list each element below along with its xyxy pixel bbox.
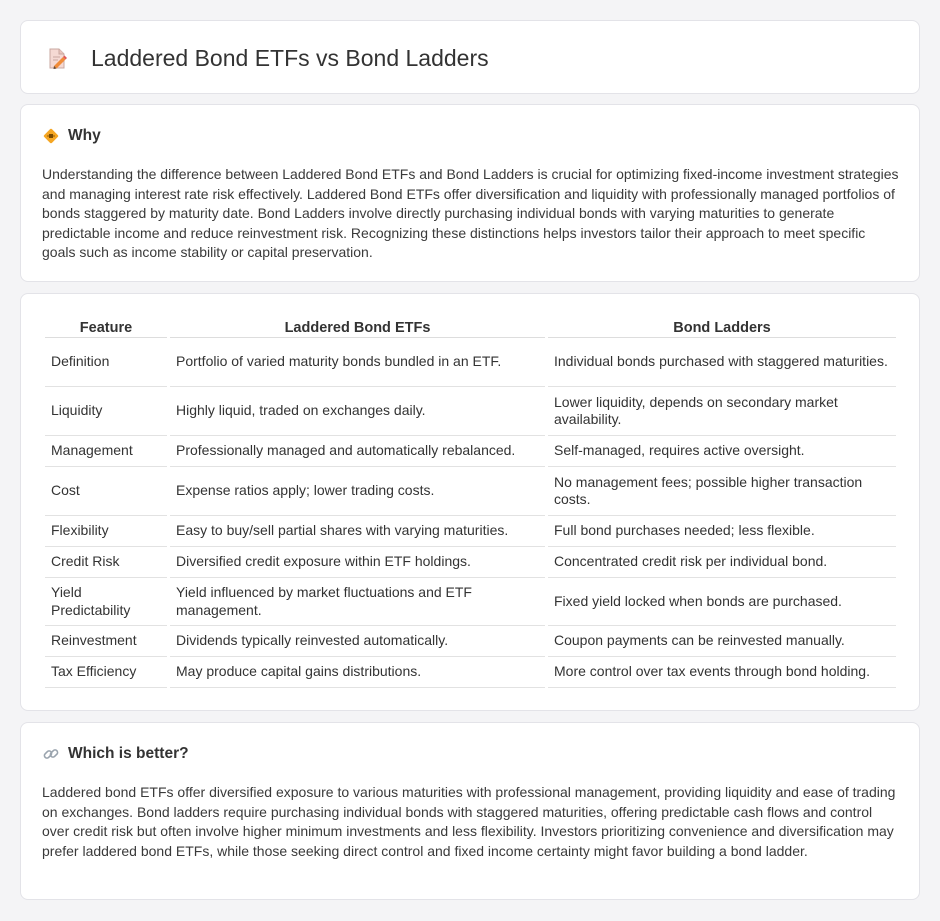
table-row xyxy=(45,338,896,387)
table-row xyxy=(45,657,896,688)
table-row xyxy=(45,547,896,578)
comparison-section xyxy=(20,293,920,711)
better-heading: Which is better? xyxy=(68,745,189,762)
feature-cell: Tax Efficiency xyxy=(45,657,167,688)
why-header xyxy=(42,127,101,145)
table-row xyxy=(45,578,896,626)
feature-cell: Liquidity xyxy=(45,387,167,436)
document-pencil-icon xyxy=(45,47,69,71)
etf-cell: May produce capital gains distributions. xyxy=(170,657,545,688)
header-laddered-bond-etfs: Laddered Bond ETFs xyxy=(170,315,545,338)
comparison-table xyxy=(42,315,899,688)
table-row xyxy=(45,436,896,467)
ladder-cell: Full bond purchases needed; less flexible. xyxy=(548,516,896,547)
ladder-cell: No management fees; possible higher transaction costs. xyxy=(548,467,896,516)
ladder-cell: Individual bonds purchased with staggered maturities. xyxy=(548,338,896,387)
title-card xyxy=(20,20,920,94)
etf-cell: Dividends typically reinvested automatically. xyxy=(170,626,545,657)
page-title: Laddered Bond ETFs vs Bond Ladders xyxy=(91,45,489,71)
table-row xyxy=(45,516,896,547)
table-header-row xyxy=(45,315,896,338)
table-row xyxy=(45,387,896,436)
title-row xyxy=(45,45,489,72)
ladder-cell: Lower liquidity, depends on secondary market availability. xyxy=(548,387,896,436)
etf-cell: Diversified credit exposure within ETF holdings. xyxy=(170,547,545,578)
feature-cell: Flexibility xyxy=(45,516,167,547)
etf-cell: Portfolio of varied maturity bonds bundled in an ETF. xyxy=(170,338,545,387)
feature-cell: Management xyxy=(45,436,167,467)
ladder-cell: More control over tax events through bond holding. xyxy=(548,657,896,688)
why-section xyxy=(20,104,920,282)
table-row xyxy=(45,467,896,516)
better-header xyxy=(42,745,189,763)
etf-cell: Highly liquid, traded on exchanges daily. xyxy=(170,387,545,436)
feature-cell: Definition xyxy=(45,338,167,387)
etf-cell: Yield influenced by market fluctuations and ETF management. xyxy=(170,578,545,626)
feature-cell: Credit Risk xyxy=(45,547,167,578)
ladder-cell: Fixed yield locked when bonds are purchased. xyxy=(548,578,896,626)
which-is-better-section xyxy=(20,722,920,900)
why-heading: Why xyxy=(68,127,101,144)
feature-cell: Reinvestment xyxy=(45,626,167,657)
header-bond-ladders: Bond Ladders xyxy=(548,315,896,338)
link-icon xyxy=(42,745,60,763)
etf-cell: Professionally managed and automatically rebalanced. xyxy=(170,436,545,467)
etf-cell: Easy to buy/sell partial shares with varying maturities. xyxy=(170,516,545,547)
feature-cell: Cost xyxy=(45,467,167,516)
feature-cell: Yield Predictability xyxy=(45,578,167,626)
etf-cell: Expense ratios apply; lower trading costs. xyxy=(170,467,545,516)
ladder-cell: Self-managed, requires active oversight. xyxy=(548,436,896,467)
ladder-cell: Concentrated credit risk per individual bond. xyxy=(548,547,896,578)
ladder-cell: Coupon payments can be reinvested manually. xyxy=(548,626,896,657)
why-text: Understanding the difference between Laddered Bond ETFs and Bond Ladders is crucial for optimizing fixed-income investment strategies and managing interest rate risk effectively. Laddered Bond ETFs offer diversification and liquidity with professionally managed portfolios of bonds staggered by maturity date. Bond Ladders involve directly purchasing individual bonds with varying maturities to generate predictable income and reduce reinvestment risk. Recognizing these distinctions helps investors tailor their approach to meet specific goals such as income stability or capital preservation. xyxy=(42,166,899,261)
better-text: Laddered bond ETFs offer diversified exposure to various maturities with professional management, providing liquidity and ease of trading on exchanges. Bond ladders require purchasing individual bonds with staggered maturities, offering predictable cash flows and control over credit risk but often involve higher minimum investments and less flexibility. Investors prioritizing convenience and diversification may prefer laddered bond ETFs, while those seeking direct control and fixed income certainty might favor building a bond ladder. xyxy=(42,784,896,859)
warning-sign-icon xyxy=(42,127,60,145)
header-feature: Feature xyxy=(45,315,167,338)
table-row xyxy=(45,626,896,657)
